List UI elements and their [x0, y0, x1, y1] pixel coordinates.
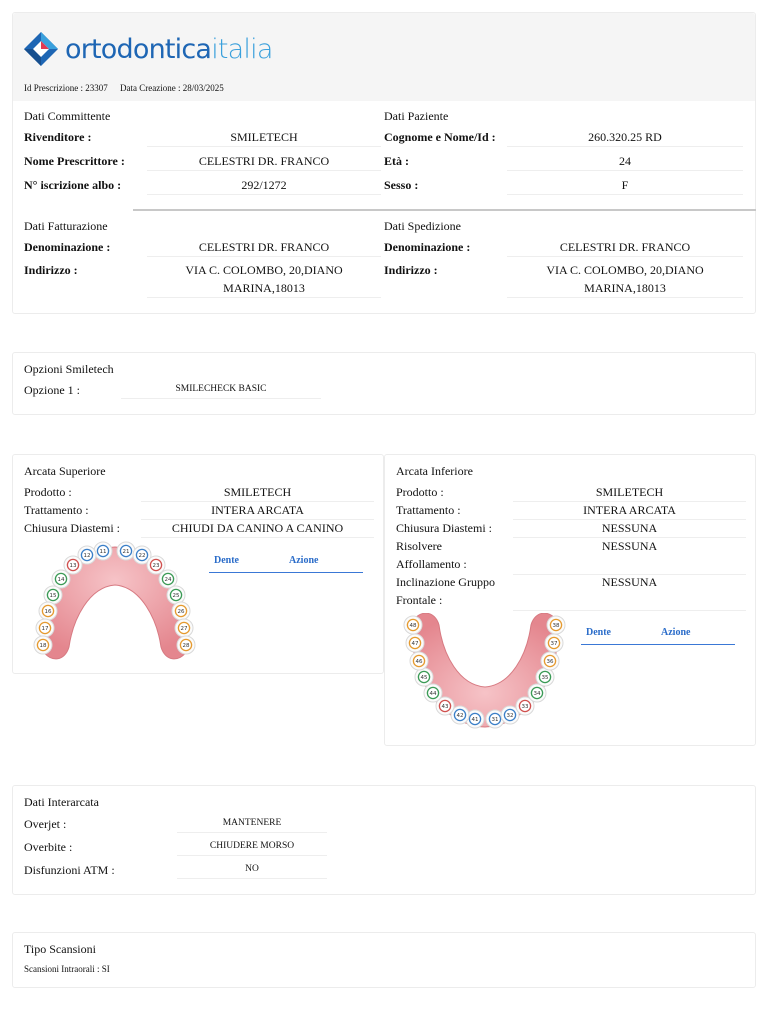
- interarcata-label: Overjet :: [24, 817, 67, 831]
- fatturazione-address-line2: MARINA,18013: [147, 279, 381, 298]
- interarcata-title: Dati Interarcata: [24, 795, 99, 809]
- arcata-superiore-card: [12, 454, 384, 674]
- interarcata-value: MANTENERE: [177, 814, 327, 833]
- arcata-inf-label: Chiusura Diastemi :: [396, 521, 492, 535]
- tooth-28[interactable]: [177, 636, 195, 654]
- arcata-inf-value: INTERA ARCATA: [513, 501, 746, 520]
- spedizione-label: Indirizzo :: [384, 263, 438, 277]
- col-azione-inf: Azione: [661, 627, 691, 638]
- arcata-sup-value: SMILETECH: [141, 483, 374, 502]
- committente-title: Dati Committente: [24, 109, 111, 123]
- spedizione-address-line1: VIA C. COLOMBO, 20,DIANO: [546, 263, 704, 277]
- committente-label: N° iscrizione albo :: [24, 178, 122, 192]
- arcata-inf-label: Affollamento :: [396, 557, 467, 571]
- arcata-sup-value: CHIUDI DA CANINO A CANINO: [141, 519, 374, 538]
- svg-text:27: 27: [180, 626, 188, 633]
- tooth-11[interactable]: [94, 542, 112, 560]
- svg-text:44: 44: [429, 691, 437, 698]
- arcata-inf-label: Prodotto :: [396, 485, 444, 499]
- scansioni-title: Tipo Scansioni: [24, 942, 96, 956]
- committente-value: SMILETECH: [147, 128, 381, 147]
- paziente-title: Dati Paziente: [384, 109, 449, 123]
- tooth-14[interactable]: [52, 570, 70, 588]
- tooth-34[interactable]: [528, 684, 546, 702]
- svg-text:24: 24: [164, 577, 172, 584]
- paziente-value: 260.320.25 RD: [507, 128, 743, 147]
- col-dente-inf: Dente: [586, 627, 611, 638]
- arcata-superiore-title: Arcata Superiore: [24, 464, 106, 478]
- svg-text:31: 31: [491, 717, 499, 724]
- svg-text:41: 41: [471, 717, 479, 724]
- tooth-37[interactable]: [545, 634, 563, 652]
- tooth-45[interactable]: [415, 668, 433, 686]
- interarcata-label: Disfunzioni ATM :: [24, 863, 115, 877]
- tooth-27[interactable]: [175, 619, 193, 637]
- paziente-label: Età :: [384, 154, 409, 168]
- tooth-26[interactable]: [172, 602, 190, 620]
- arcata-inf-value: NESSUNA: [513, 537, 746, 575]
- arcata-inferiore-title: Arcata Inferiore: [396, 464, 473, 478]
- svg-text:11: 11: [99, 549, 107, 556]
- svg-text:45: 45: [420, 675, 428, 682]
- tooth-17[interactable]: [36, 619, 54, 637]
- svg-text:38: 38: [552, 623, 560, 630]
- section-divider: [133, 209, 756, 211]
- tooth-47[interactable]: [406, 634, 424, 652]
- svg-text:21: 21: [122, 549, 130, 556]
- svg-text:22: 22: [138, 553, 146, 560]
- svg-text:18: 18: [39, 643, 47, 650]
- upper-arch-diagram: [29, 539, 199, 667]
- tooth-15[interactable]: [44, 586, 62, 604]
- scansioni-card: [12, 932, 756, 988]
- fatturazione-title: Dati Fatturazione: [24, 219, 108, 233]
- svg-text:15: 15: [49, 593, 57, 600]
- svg-text:46: 46: [415, 659, 423, 666]
- interarcata-value: NO: [177, 860, 327, 879]
- svg-text:26: 26: [177, 609, 185, 616]
- paziente-label: Cognome e Nome/Id :: [384, 130, 496, 144]
- tooth-13[interactable]: [64, 556, 82, 574]
- tooth-48[interactable]: [404, 616, 422, 634]
- fatturazione-value: CELESTRI DR. FRANCO: [147, 238, 381, 257]
- committente-label: Rivenditore :: [24, 130, 92, 144]
- table-header-line: [581, 644, 735, 645]
- header-bar: [13, 13, 755, 101]
- committente-value: 292/1272: [147, 176, 381, 195]
- svg-text:37: 37: [550, 641, 558, 648]
- paziente-value: 24: [507, 152, 743, 171]
- arcata-inf-label: Risolvere: [396, 539, 442, 553]
- tooth-25[interactable]: [167, 586, 185, 604]
- interarcata-value: CHIUDERE MORSO: [177, 837, 327, 856]
- interarcata-card: [12, 785, 756, 895]
- svg-text:43: 43: [441, 704, 449, 711]
- tooth-46[interactable]: [410, 652, 428, 670]
- fatturazione-address-line1: VIA C. COLOMBO, 20,DIANO: [185, 263, 343, 277]
- spedizione-title: Dati Spedizione: [384, 219, 461, 233]
- tooth-24[interactable]: [159, 570, 177, 588]
- prescription-id: Id Prescrizione : 23307: [24, 83, 108, 93]
- svg-text:47: 47: [411, 641, 419, 648]
- arcata-inf-label: Frontale :: [396, 593, 443, 607]
- svg-text:17: 17: [41, 626, 49, 633]
- arcata-sup-label: Prodotto :: [24, 485, 72, 499]
- tooth-18[interactable]: [34, 636, 52, 654]
- creation-date: Data Creazione : 28/03/2025: [119, 83, 224, 93]
- prescription-meta: [24, 83, 234, 93]
- arcata-sup-label: Chiusura Diastemi :: [24, 521, 120, 535]
- svg-text:16: 16: [44, 609, 52, 616]
- scansioni-text: Scansioni Intraorali : SI: [24, 964, 110, 974]
- tooth-16[interactable]: [39, 602, 57, 620]
- tooth-36[interactable]: [541, 652, 559, 670]
- prescription-card: [12, 12, 756, 314]
- arcata-sup-value: INTERA ARCATA: [141, 501, 374, 520]
- tooth-23[interactable]: [147, 556, 165, 574]
- col-azione-sup: Azione: [289, 555, 319, 566]
- tooth-38[interactable]: [547, 616, 565, 634]
- lower-arch-diagram: [399, 613, 569, 733]
- svg-text:42: 42: [456, 713, 464, 720]
- svg-text:12: 12: [83, 553, 91, 560]
- paziente-label: Sesso :: [384, 178, 419, 192]
- brand-name: ortodonticaitalia: [65, 33, 273, 65]
- svg-text:25: 25: [172, 593, 180, 600]
- svg-text:14: 14: [57, 577, 65, 584]
- paziente-value: F: [507, 176, 743, 195]
- opzioni-label: Opzione 1 :: [24, 383, 80, 397]
- arcata-inf-value: NESSUNA: [513, 519, 746, 538]
- arcata-inf-value: NESSUNA: [513, 573, 746, 611]
- brand-logo: [23, 31, 273, 67]
- brand-mark-icon: [23, 31, 59, 67]
- svg-text:36: 36: [546, 659, 554, 666]
- svg-text:32: 32: [506, 713, 514, 720]
- arcata-inf-label: Trattamento :: [396, 503, 461, 517]
- spedizione-address-line2: MARINA,18013: [507, 279, 743, 298]
- arcata-inf-label: Inclinazione Gruppo: [396, 575, 495, 589]
- opzioni-card: [12, 352, 756, 415]
- opzioni-title: Opzioni Smiletech: [24, 362, 114, 376]
- tooth-21[interactable]: [117, 542, 135, 560]
- committente-label: Nome Prescrittore :: [24, 154, 125, 168]
- table-header-line: [209, 572, 363, 573]
- committente-value: CELESTRI DR. FRANCO: [147, 152, 381, 171]
- fatturazione-label: Denominazione :: [24, 240, 111, 254]
- arcata-inf-value: SMILETECH: [513, 483, 746, 502]
- opzioni-value: SMILECHECK BASIC: [121, 380, 321, 399]
- tooth-44[interactable]: [424, 684, 442, 702]
- tooth-35[interactable]: [536, 668, 554, 686]
- svg-text:28: 28: [182, 643, 190, 650]
- svg-text:48: 48: [409, 623, 417, 630]
- svg-text:34: 34: [533, 691, 541, 698]
- spedizione-value: CELESTRI DR. FRANCO: [507, 238, 743, 257]
- svg-text:33: 33: [521, 704, 529, 711]
- spedizione-label: Denominazione :: [384, 240, 471, 254]
- interarcata-label: Overbite :: [24, 840, 73, 854]
- svg-text:35: 35: [541, 675, 549, 682]
- col-dente-sup: Dente: [214, 555, 239, 566]
- arcata-inferiore-card: [384, 454, 756, 746]
- arcata-sup-label: Trattamento :: [24, 503, 89, 517]
- svg-text:13: 13: [69, 563, 77, 570]
- svg-text:23: 23: [152, 563, 160, 570]
- fatturazione-label: Indirizzo :: [24, 263, 78, 277]
